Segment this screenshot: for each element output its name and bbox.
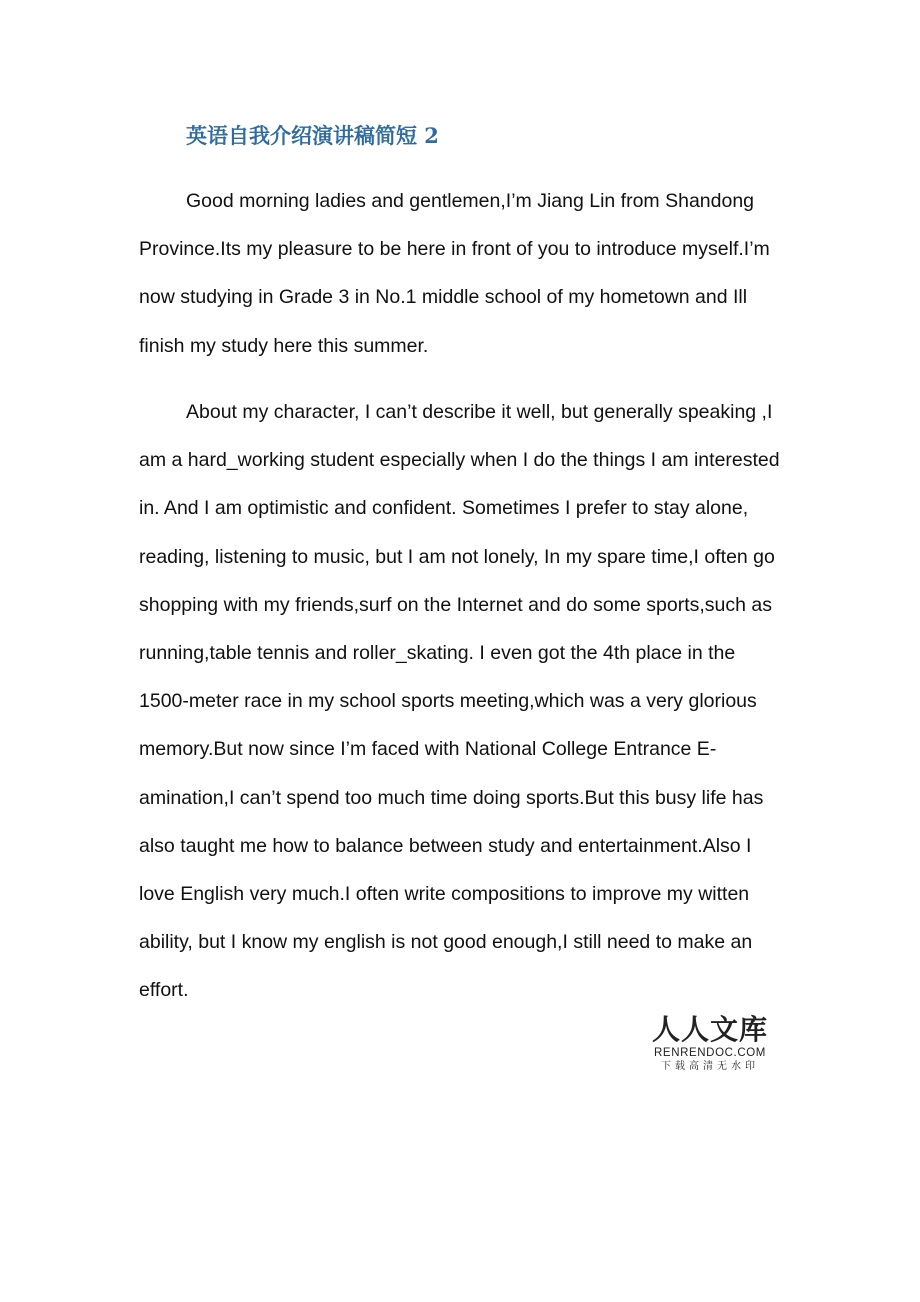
watermark-brand: 人人文库	[651, 1013, 768, 1046]
watermark-logo	[646, 1014, 774, 1074]
document-title: 英语自我介绍演讲稿简短 2	[186, 123, 439, 148]
watermark-site: RENRENDOC.COM	[654, 1047, 766, 1059]
paragraph-intro: Good morning ladies and gentlemen,I’m Jiang Lin from Shandong Province.Its my pleasure to be here in front of you to introduce myself.I’m now studying in Grade 3 in No.1 middle school of my hometown and Ill finish my study here this summer.	[139, 190, 770, 357]
watermark-tagline: 下载高清无水印	[661, 1061, 759, 1072]
paragraph-character: About my character, I can’t describe it well, but generally speaking ,I am a hard_working student especially when I do the things I am interested in. And I am optimistic and confident. Sometimes I prefer to stay alone, reading, listening to music, but I am not lonely, In my spare time,I often go shopping with my friends,surf on the Internet and do some sports,such as running,table tennis and roller_skating. I even got the 4th place in the 1500-meter race in my school sports meeting,which was a very glorious memory.But now since I’m faced with National College Entrance E-amination,I can’t spend too much time doing sports.But this busy life has also taught me how to balance between study and entertainment.Also I love English very much.I often write compositions to improve my witten ability, but I know my english is not good enough,I still need to make an effort.	[139, 401, 780, 1002]
